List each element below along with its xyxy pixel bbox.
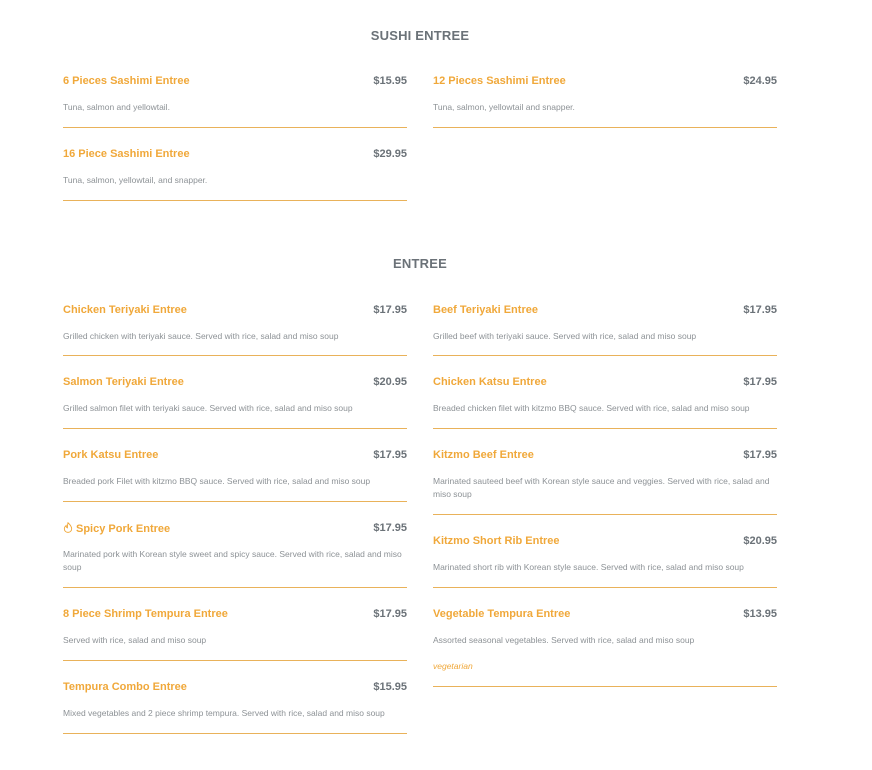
menu-item-description: Breaded pork Filet with kitzmo BBQ sauce. Served with rice, salad and miso soup <box>63 476 371 486</box>
menu-item-description: Breaded chicken filet with kitzmo BBQ sauce. Served with rice, salad and miso soup <box>433 403 750 413</box>
menu-item-name: 6 Pieces Sashimi Entree <box>63 75 190 87</box>
menu-item-price: $17.95 <box>373 304 407 316</box>
menu-item-name: Chicken Katsu Entree <box>433 376 547 388</box>
menu-item-price: $29.95 <box>373 148 407 160</box>
section-title-sushi-entree: SUSHI ENTREE <box>370 28 470 43</box>
dietary-tag: vegetarian <box>433 661 473 671</box>
menu-item <box>433 75 777 128</box>
menu-item <box>433 449 777 515</box>
spicy-flame-icon <box>63 522 73 533</box>
menu-item <box>63 608 407 661</box>
menu-item <box>433 376 777 429</box>
menu-item <box>63 376 407 429</box>
menu-item-description: Tuna, salmon, yellowtail and snapper. <box>433 102 575 112</box>
menu-item <box>433 608 777 687</box>
section-title-entree: ENTREE <box>393 256 447 271</box>
menu-item-name: Salmon Teriyaki Entree <box>63 376 184 388</box>
menu-item-name: Kitzmo Short Rib Entree <box>433 535 560 547</box>
menu-item-name: Pork Katsu Entree <box>63 449 159 461</box>
menu-item-description: Served with rice, salad and miso soup <box>63 635 207 645</box>
menu-item-name: 8 Piece Shrimp Tempura Entree <box>63 608 228 620</box>
menu-item-name: Vegetable Tempura Entree <box>433 608 571 620</box>
menu-item-price: $15.95 <box>373 75 407 87</box>
menu-item-description: Assorted seasonal vegetables. Served with rice, salad and miso soup <box>433 635 695 645</box>
menu-item-price: $13.95 <box>743 608 777 620</box>
menu-item-price: $17.95 <box>373 608 407 620</box>
menu-item <box>63 522 407 588</box>
menu-item-description: Marinated sauteed beef with Korean style sauce and veggies. Served with rice, salad and miso soup <box>433 476 770 499</box>
menu-item-name: Beef Teriyaki Entree <box>433 304 538 316</box>
menu-item-price: $17.95 <box>373 522 407 534</box>
menu-item-price: $15.95 <box>373 681 407 693</box>
menu-item-description: Grilled beef with teriyaki sauce. Served with rice, salad and miso soup <box>433 331 697 341</box>
menu-item-name <box>63 522 170 535</box>
menu-item-name-text: Spicy Pork Entree <box>76 523 171 535</box>
menu-item-name: Kitzmo Beef Entree <box>433 449 534 461</box>
menu-item-name: 16 Piece Sashimi Entree <box>63 148 190 160</box>
menu-item-description: Marinated short rib with Korean style sauce. Served with rice, salad and miso soup <box>433 562 744 572</box>
menu-item-description: Mixed vegetables and 2 piece shrimp tempura. Served with rice, salad and miso soup <box>63 708 385 718</box>
menu-item <box>63 681 407 734</box>
menu-item <box>63 449 407 502</box>
menu-item-price: $17.95 <box>743 376 777 388</box>
menu-item-name: Chicken Teriyaki Entree <box>63 304 187 316</box>
menu-item-price: $17.95 <box>743 449 777 461</box>
menu-item-description: Marinated pork with Korean style sweet and spicy sauce. Served with rice, salad and miso soup <box>63 549 402 572</box>
menu-item <box>63 75 407 128</box>
menu-item-description: Tuna, salmon and yellowtail. <box>63 102 170 112</box>
menu-item-description: Grilled chicken with teriyaki sauce. Served with rice, salad and miso soup <box>63 331 339 341</box>
menu-item <box>63 148 407 201</box>
menu-item <box>433 535 777 588</box>
menu-item-price: $20.95 <box>743 535 777 547</box>
menu-item-price: $17.95 <box>373 449 407 461</box>
menu-item <box>433 304 777 356</box>
menu-item <box>63 304 407 356</box>
menu-item-name: 12 Pieces Sashimi Entree <box>433 75 566 87</box>
menu-item-price: $24.95 <box>743 75 777 87</box>
menu-item-price: $17.95 <box>743 304 777 316</box>
menu-item-description: Tuna, salmon, yellowtail, and snapper. <box>63 175 208 185</box>
menu-item-name: Tempura Combo Entree <box>63 681 187 693</box>
menu-item-description: Grilled salmon filet with teriyaki sauce. Served with rice, salad and miso soup <box>63 403 353 413</box>
menu-item-price: $20.95 <box>373 376 407 388</box>
